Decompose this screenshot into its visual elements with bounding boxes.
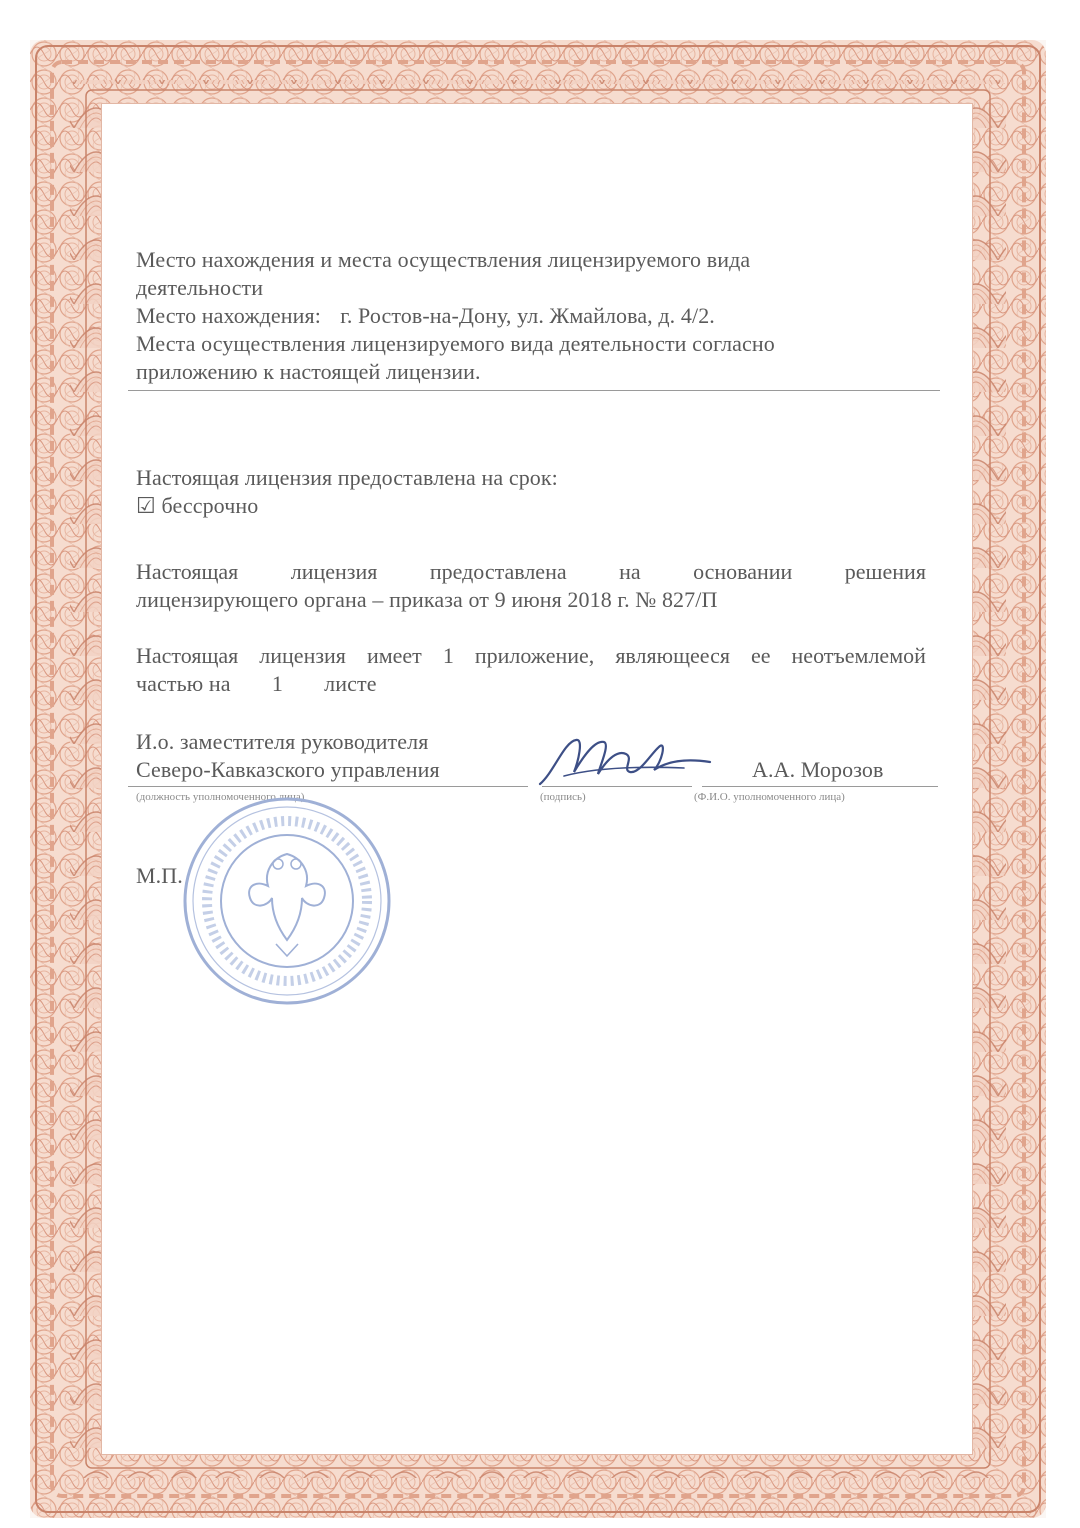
basis-word: предоставлена [429, 559, 567, 584]
official-seal [180, 794, 394, 1008]
caption-signature: (подпись) [540, 791, 586, 803]
location-heading-line2: деятельности [136, 275, 264, 300]
basis-word: Настоящая [136, 559, 239, 584]
term-option-row [136, 492, 258, 520]
document-body [102, 104, 972, 1454]
caption-name: (Ф.И.О. уполномоченного лица) [694, 791, 845, 803]
appendix-word: неотъемлемой [791, 643, 926, 668]
license-sheet [30, 40, 1046, 1518]
location-underline [128, 390, 940, 391]
stamp-label: М.П. [136, 863, 183, 888]
term-option-label: бессрочно [161, 493, 259, 518]
basis-word: основании [693, 559, 793, 584]
basis-line2: лицензирующего органа – приказа от 9 июня 2018 г. № 827/П [136, 587, 718, 612]
basis-word: лицензия [290, 559, 378, 584]
appendix-word: 1 [442, 643, 454, 668]
appendix-word: ее [750, 643, 771, 668]
appendix-prefix: частью на [136, 671, 231, 696]
sheets-count: 1 [271, 671, 283, 696]
caption-position: (должность уполномоченного лица) [136, 791, 305, 803]
name-underline [702, 786, 938, 787]
checkbox-checked-icon: ☑ [136, 493, 156, 518]
location-heading-line1: Место нахождения и места осуществления лицензируемого вида [136, 247, 751, 272]
term-title: Настоящая лицензия предоставлена на срок: [136, 465, 558, 490]
address-label: Место нахождения: [136, 303, 321, 328]
appendix-word: приложение, [474, 643, 595, 668]
signatory-name: А.А. Морозов [752, 757, 884, 782]
address-line [136, 302, 715, 330]
basis-line1 [136, 558, 926, 586]
appendix-suffix: листе [324, 671, 377, 696]
places-line1: Места осуществления лицензируемого вида деятельности согласно [136, 331, 775, 356]
appendix-word: имеет [366, 643, 422, 668]
appendix-line2 [136, 670, 377, 698]
appendix-word: лицензия [259, 643, 346, 668]
appendix-line1 [136, 642, 926, 670]
position-underline [128, 786, 528, 787]
basis-word: на [619, 559, 641, 584]
places-line2: приложению к настоящей лицензии. [136, 359, 481, 384]
signature-graphic [534, 732, 714, 792]
appendix-word: Настоящая [136, 643, 239, 668]
appendix-word: являющееся [615, 643, 730, 668]
signatory-position-line1: И.о. заместителя руководителя [136, 729, 429, 754]
address-value: г. Ростов-на-Дону, ул. Жмайлова, д. 4/2. [340, 303, 715, 328]
basis-word: решения [844, 559, 926, 584]
signatory-position-line2: Северо-Кавказского управления [136, 757, 440, 782]
